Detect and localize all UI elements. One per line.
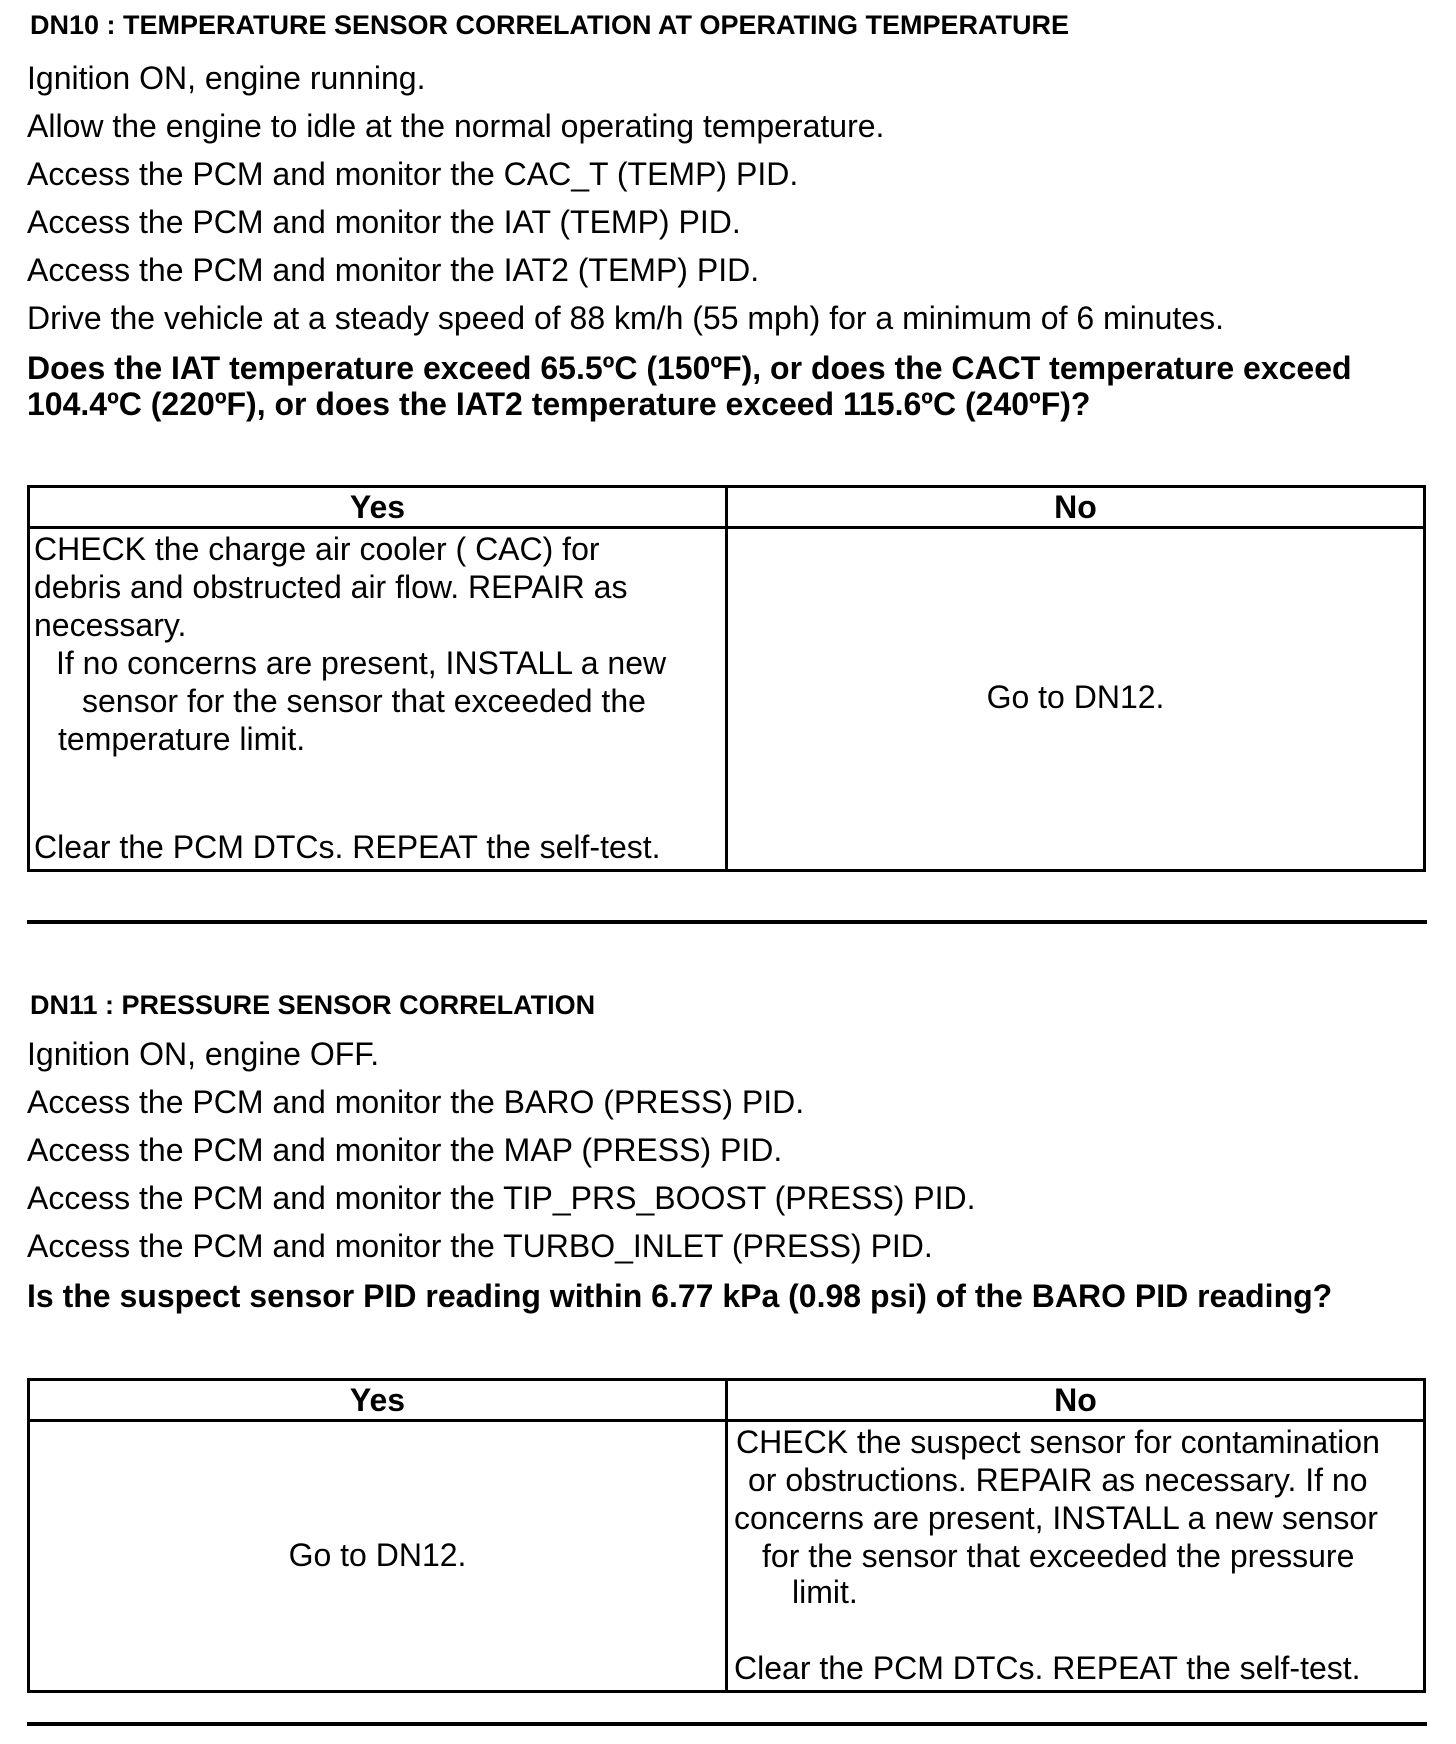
dn11-no-cell <box>727 1421 1425 1692</box>
dn10-yes-line: sensor for the sensor that exceeded the <box>82 683 646 719</box>
dn10-yes-line: CHECK the charge air cooler ( CAC) for <box>34 531 600 567</box>
dn10-decision-table <box>27 485 1426 872</box>
dn10-yes-line: necessary. <box>34 607 187 643</box>
dn10-step: Ignition ON, engine running. <box>27 60 426 96</box>
dn10-question-line: 104.4ºC (220ºF), or does the IAT2 temperature exceed 115.6ºC (240ºF)? <box>27 386 1091 422</box>
dn11-step: Ignition ON, engine OFF. <box>27 1036 380 1072</box>
dn10-yes-line: debris and obstructed air flow. REPAIR as <box>34 569 628 605</box>
dn11-step: Access the PCM and monitor the TURBO_INLET (PRESS) PID. <box>27 1228 933 1264</box>
dn11-question-line: Is the suspect sensor PID reading within 6.77 kPa (0.98 psi) of the BARO PID reading? <box>27 1278 1333 1314</box>
dn10-step: Drive the vehicle at a steady speed of 88 km/h (55 mph) for a minimum of 6 minutes. <box>27 300 1224 336</box>
dn10-no-text: Go to DN12. <box>986 679 1165 715</box>
dn11-no-line: limit. <box>792 1574 858 1610</box>
dn11-step: Access the PCM and monitor the TIP_PRS_BOOST (PRESS) PID. <box>27 1180 976 1216</box>
dn10-step: Access the PCM and monitor the CAC_T (TEMP) PID. <box>27 156 799 192</box>
dn11-no-header: No <box>727 1380 1425 1421</box>
dn11-step: Access the PCM and monitor the BARO (PRESS) PID. <box>27 1084 805 1120</box>
dn10-title: DN10 : TEMPERATURE SENSOR CORRELATION AT OPERATING TEMPERATURE <box>30 10 1070 40</box>
dn11-question <box>27 1278 1427 1314</box>
dn10-no-header: No <box>727 487 1425 528</box>
dn11-yes-cell <box>29 1421 727 1692</box>
dn11-no-line: CHECK the suspect sensor for contamination <box>736 1424 1380 1460</box>
dn11-no-line: for the sensor that exceeded the pressure <box>762 1538 1355 1574</box>
dn10-yes-line: temperature limit. <box>58 721 306 757</box>
dn11-decision-table <box>27 1378 1426 1693</box>
dn10-divider <box>27 920 1427 924</box>
dn11-step: Access the PCM and monitor the MAP (PRESS) PID. <box>27 1132 783 1168</box>
dn10-yes-line: Clear the PCM DTCs. REPEAT the self-test. <box>34 829 661 865</box>
dn10-yes-header: Yes <box>29 487 727 528</box>
dn10-question-line: Does the IAT temperature exceed 65.5ºC (150ºF), or does the CACT temperature exceed <box>27 350 1352 386</box>
dn11-no-line: or obstructions. REPAIR as necessary. If no <box>748 1462 1368 1498</box>
dn11-no-line: Clear the PCM DTCs. REPEAT the self-test. <box>734 1650 1361 1686</box>
dn11-yes-header: Yes <box>29 1380 727 1421</box>
dn10-step: Access the PCM and monitor the IAT2 (TEMP) PID. <box>27 252 760 288</box>
dn10-step: Allow the engine to idle at the normal operating temperature. <box>27 108 885 144</box>
dn10-step: Access the PCM and monitor the IAT (TEMP) PID. <box>27 204 741 240</box>
dn11-no-line: concerns are present, INSTALL a new sensor <box>734 1500 1378 1536</box>
dn10-yes-cell <box>29 528 727 871</box>
dn10-question <box>27 350 1427 422</box>
dn10-no-cell <box>727 528 1425 871</box>
dn11-title: DN11 : PRESSURE SENSOR CORRELATION <box>30 990 596 1020</box>
dn11-yes-text: Go to DN12. <box>288 1537 467 1573</box>
dn11-divider <box>27 1722 1427 1726</box>
dn10-yes-line: If no concerns are present, INSTALL a new <box>56 645 667 681</box>
